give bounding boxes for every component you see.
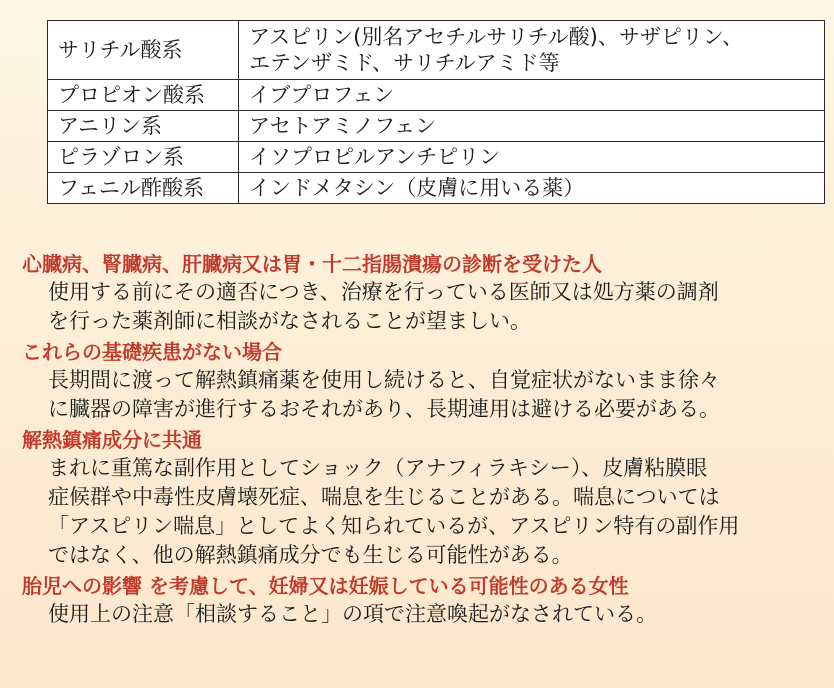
category-cell: サリチル酸系 (48, 21, 239, 80)
body-line: に臓器の障害が進行するおそれがあり、長期連用は避ける必要がある。 (48, 397, 720, 421)
body-line: ではなく、他の解熱鎮痛成分でも生じる可能性がある。 (48, 543, 573, 567)
examples-line: イソプロピルアンチピリン (249, 145, 501, 169)
category-cell: フェニル酢酸系 (48, 173, 239, 204)
section-body (22, 600, 822, 629)
examples-cell (239, 173, 825, 204)
body-line: 使用する前にその適否につき、治療を行っている医師又は処方薬の調剤 (48, 280, 719, 304)
precaution-sections (22, 250, 822, 631)
category-cell: アニリン系 (48, 111, 239, 142)
section-heading: 心臓病、腎臓病、肝臓病又は胃・十二指腸潰瘍の診断を受けた人 (22, 252, 602, 276)
analgesic-classification-table (47, 20, 825, 204)
section-heading: 胎児への影響 を考慮して、妊婦又は妊娠している可能性のある女性 (22, 574, 629, 598)
table-row (48, 142, 825, 173)
body-line: 使用上の注意「相談すること」の項で注意喚起がなされている。 (48, 602, 657, 626)
table-row (48, 173, 825, 204)
analgesic-classification-table-container (47, 20, 825, 204)
examples-cell (239, 142, 825, 173)
examples-line: インドメタシン（皮膚に用いる薬） (249, 176, 585, 200)
examples-line: イブプロフェン (249, 83, 395, 107)
table-row (48, 80, 825, 111)
section-body (22, 278, 822, 336)
examples-line: エテンザミド、サリチルアミド等 (249, 51, 560, 75)
body-line: 長期間に渡って解熱鎮痛薬を使用し続けると、自覚症状がないまま徐々 (48, 368, 720, 392)
examples-cell (239, 80, 825, 111)
section-heading: これらの基礎疾患がない場合 (22, 340, 282, 364)
body-line: まれに重篤な副作用としてショック（アナフィラキシー）、皮膚粘膜眼 (48, 456, 708, 480)
category-cell: プロピオン酸系 (48, 80, 239, 111)
category-cell: ピラゾロン系 (48, 142, 239, 173)
table-row (48, 21, 825, 80)
section-body (22, 366, 822, 424)
body-line: 症候群や中毒性皮膚壊死症、喘息を生じることがある。喘息については (48, 485, 720, 509)
examples-line: アスピリン(別名アセチルサリチル酸)、サザピリン、 (249, 25, 744, 49)
body-line: を行った薬剤師に相談がなされることが望ましい。 (48, 309, 531, 333)
body-line: 「アスピリン喘息」としてよく知られているが、アスピリン特有の副作用 (48, 514, 740, 538)
examples-cell (239, 111, 825, 142)
table-row (48, 111, 825, 142)
examples-line: アセトアミノフェン (249, 114, 437, 138)
section-heading: 解熱鎮痛成分に共通 (22, 428, 202, 452)
examples-cell (239, 21, 825, 80)
section-body (22, 454, 822, 570)
